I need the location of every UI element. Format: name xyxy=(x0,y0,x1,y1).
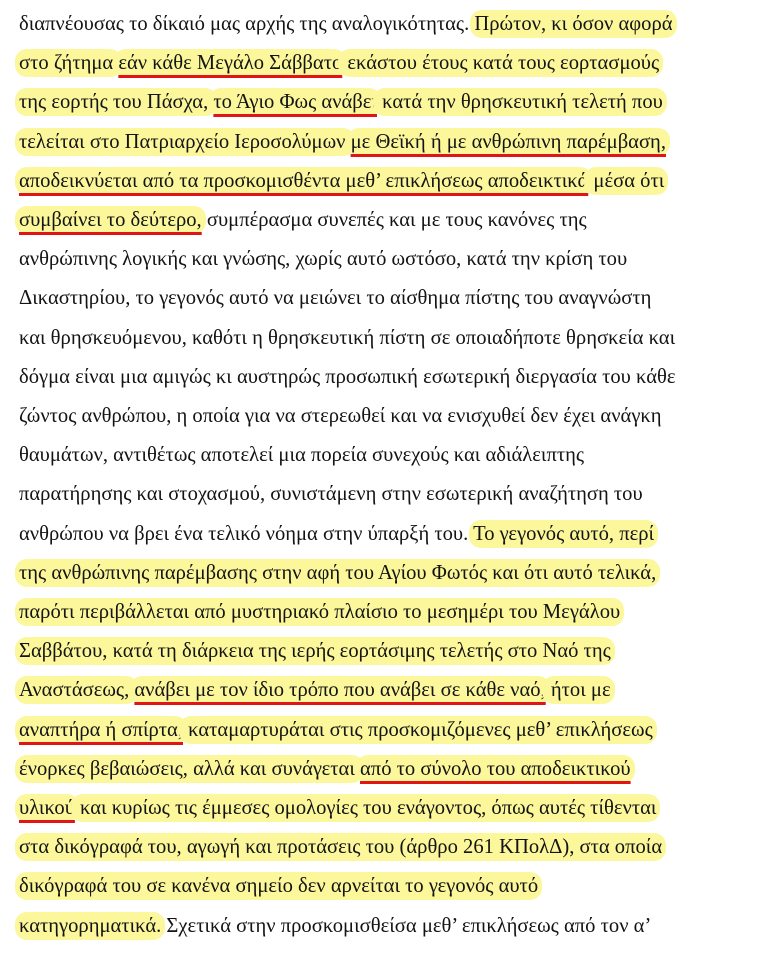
text-segment: ζώντος ανθρώπου, η οποία για να στερεωθεί και να ενισχυθεί δεν έχει ανάγκη xyxy=(19,405,662,427)
underlined-highlighted-text: εάν κάθε Μεγάλο Σάββατο xyxy=(118,49,342,77)
text-line xyxy=(19,84,748,120)
highlighted-text: τελείται στο Πατριαρχείο Ιεροσολύμων xyxy=(19,128,351,156)
highlighted-text: παρότι περιβάλλεται από μυστηριακό πλαίσιο το μεσημέρι του Μεγάλου xyxy=(19,598,620,626)
highlighted-text: στα δικόγραφά του, αγωγή και προτάσεις του (άρθρο 261 ΚΠολΔ), στα οποία xyxy=(19,833,662,861)
text-segment: θαυμάτων, αντιθέτως αποτελεί μια πορεία συνεχούς και αδιάλειπτης xyxy=(19,444,585,467)
text-line xyxy=(19,633,748,669)
underlined-highlighted-text: αποδεικνύεται από τα προσκομισθέντα μεθ’ επικλήσεως αποδεικτικά xyxy=(19,167,588,195)
highlighted-text: κατά την θρησκευτική τελετή που xyxy=(377,88,663,116)
text-line xyxy=(19,241,748,277)
text-line xyxy=(19,555,748,591)
text-segment: ανθρώπινης λογικής και γνώσης, χωρίς αυτό ωστόσο, κατά την κρίση του xyxy=(19,248,628,271)
text-segment: ανθρώπου να βρει ένα τελικό νόημα στην ύπαρξή του. xyxy=(19,522,474,545)
text-line xyxy=(19,908,748,944)
underlined-highlighted-text: υλικού xyxy=(19,794,75,822)
text-segment: συμπέρασμα συνεπές και με τους κανόνες της xyxy=(201,209,587,231)
text-line xyxy=(19,437,748,473)
text-line xyxy=(19,359,748,395)
highlighted-text: δικόγραφά του σε κανένα σημείο δεν αρνείται το γεγονός αυτό xyxy=(19,872,538,900)
highlighted-text: της ανθρώπινης παρέμβασης στην αφή του Αγίου Φωτός και ότι αυτό τελικά, xyxy=(19,559,656,587)
highlighted-text: μέσα ότι xyxy=(588,167,664,195)
highlighted-text: και κυρίως τις έμμεσες ομολογίες του ενάγοντος, όπως αυτές τίθενται xyxy=(75,794,657,822)
highlighted-text: Αναστάσεως, xyxy=(19,676,134,704)
highlighted-text: ένορκες βεβαιώσεις, αλλά και συνάγεται xyxy=(19,755,360,783)
text-line xyxy=(19,202,748,238)
text-line xyxy=(19,868,748,904)
text-line xyxy=(19,163,748,199)
text-line xyxy=(19,790,748,826)
text-line xyxy=(19,398,748,434)
highlighted-text: Το γεγονός αυτό, περί xyxy=(473,520,654,548)
text-line xyxy=(19,45,748,81)
text-line xyxy=(19,672,748,708)
underlined-highlighted-text: με Θεϊκή ή με ανθρώπινη παρέμβαση, xyxy=(351,128,666,156)
text-line xyxy=(19,280,748,316)
text-segment: Σχετικά στην προσκομισθείσα μεθ’ επικλήσεως από τον α’ xyxy=(161,914,652,937)
underlined-highlighted-text: ανάβει με τον ίδιο τρόπο που ανάβει σε κάθε ναό, xyxy=(134,676,545,704)
text-line xyxy=(19,124,748,160)
underlined-highlighted-text: συμβαίνει το δεύτερο, xyxy=(19,206,202,234)
highlighted-text: Πρώτον, κι όσον αφορά xyxy=(474,10,672,38)
text-line xyxy=(19,829,748,865)
text-segment: παρατήρησης και στοχασμού, συνιστάμενη στην εσωτερική αναζήτηση του xyxy=(19,483,643,506)
text-segment: και θρησκευόμενου, καθότι η θρησκευτική πίστη σε οποιαδήποτε θρησκεία και xyxy=(19,326,676,349)
text-line xyxy=(19,6,748,42)
text-segment: Δικαστηρίου, το γεγονός αυτό να μειώνει το αίσθημα πίστης του αναγνώστη xyxy=(19,287,652,310)
text-line xyxy=(19,594,748,630)
text-line xyxy=(19,320,748,356)
text-segment: δόγμα είναι μια αμιγώς κι αυστηρώς προσωπική εσωτερική διεργασία του κάθε xyxy=(19,365,676,388)
text-line xyxy=(19,516,748,552)
text-line xyxy=(19,712,748,748)
highlighted-text: εκάστου έτους κατά τους εορτασμούς xyxy=(342,49,659,77)
text-line xyxy=(19,751,748,787)
text-segment: διαπνέουσας το δίκαιό μας αρχής της αναλογικότητας. xyxy=(19,13,475,35)
text-line xyxy=(19,476,748,512)
highlighted-text: στο ζήτημα xyxy=(19,49,118,77)
highlighted-text: καταμαρτυράται στις προσκομιζόμενες μεθ’ επικλήσεως xyxy=(183,716,653,744)
highlighted-text: Σαββάτου, κατά τη διάρκεια της ιερής εορτάσιμης τελετής στο Ναό της xyxy=(19,637,611,665)
highlighted-text: της εορτής του Πάσχα, xyxy=(19,88,213,116)
highlighted-text: κατηγορηματικά. xyxy=(19,912,161,940)
underlined-highlighted-text: το Άγιο Φως ανάβει xyxy=(213,88,377,116)
underlined-highlighted-text: αναπτήρα ή σπίρτα, xyxy=(19,716,183,744)
underlined-highlighted-text: από το σύνολο του αποδεικτικού xyxy=(360,755,631,783)
highlighted-text: ήτοι με xyxy=(546,676,611,704)
